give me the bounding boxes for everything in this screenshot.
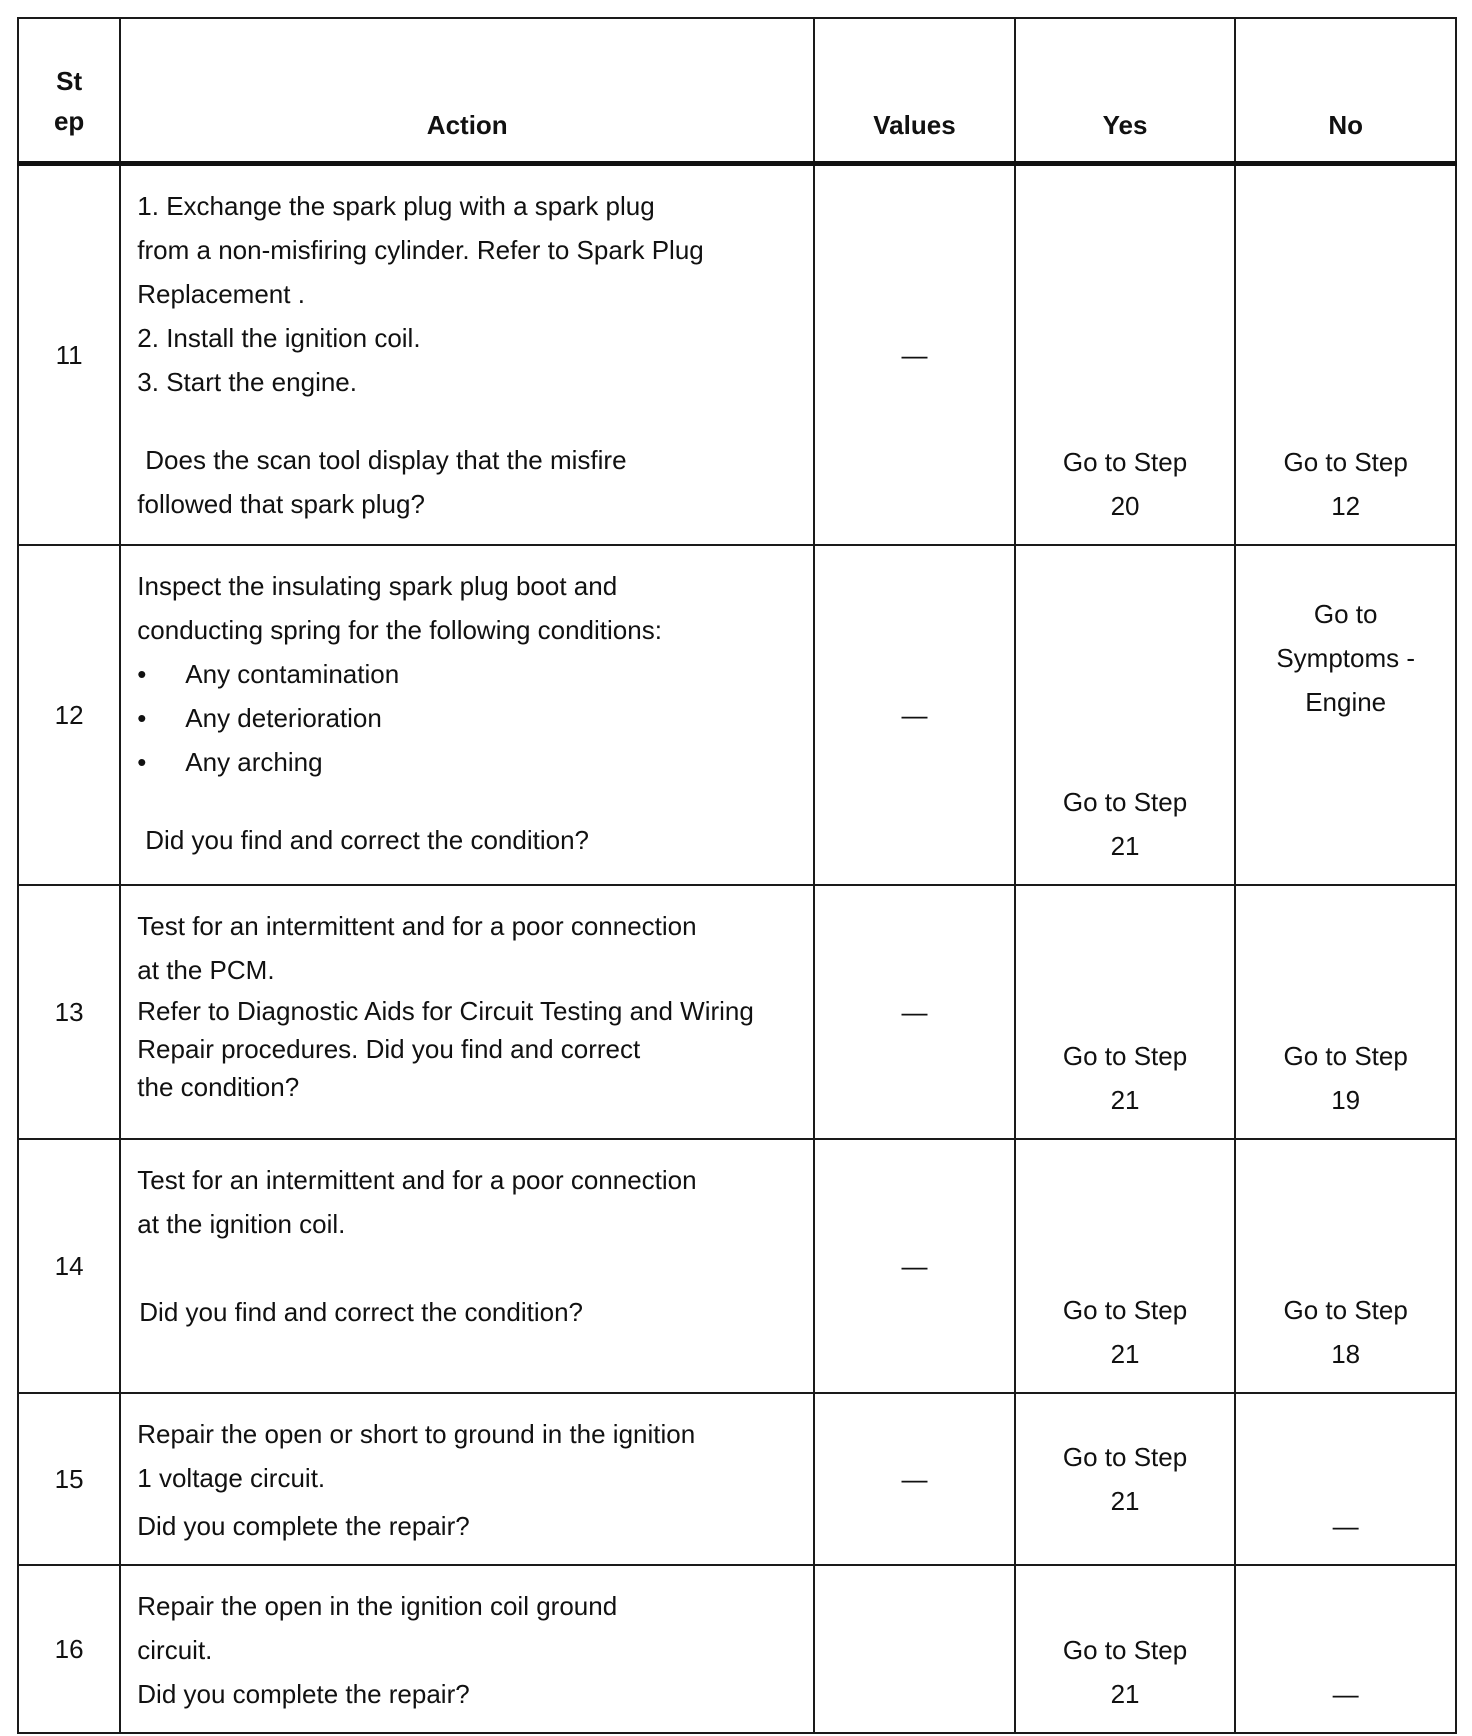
action-line: Repair the open in the ignition coil ground <box>137 1591 618 1621</box>
no-cell <box>1235 545 1456 885</box>
action-line: Test for an intermittent and for a poor connection <box>137 1165 697 1195</box>
yes-cell <box>1015 1565 1236 1733</box>
list-item-text: Any deterioration <box>185 703 382 733</box>
step-number: 12 <box>18 545 120 885</box>
yes-cell <box>1015 885 1236 1139</box>
action-cell <box>120 1393 814 1565</box>
no-engine: Engine <box>1305 687 1387 717</box>
bullet-icon: • <box>137 747 147 777</box>
table-row <box>18 1139 1456 1393</box>
values-cell: — <box>814 1139 1015 1393</box>
yes-goto: Go to Step <box>1062 1041 1188 1071</box>
values-cell: — <box>814 1393 1015 1565</box>
yes-goto: Go to Step <box>1062 1635 1188 1665</box>
no-goto: Go to Step <box>1283 447 1408 477</box>
action-cell <box>120 1565 814 1733</box>
action-line: 3. Start the engine. <box>137 366 357 397</box>
action-line: circuit. <box>137 1635 213 1665</box>
header-step <box>18 18 120 163</box>
yes-cell <box>1015 163 1236 545</box>
action-cell <box>120 1139 814 1393</box>
values-cell <box>814 1565 1015 1733</box>
condition-list <box>137 652 797 784</box>
step-number: 14 <box>18 1139 120 1393</box>
no-cell <box>1235 1139 1456 1393</box>
table-row <box>18 163 1456 545</box>
action-question: Does the scan tool display that the misfire <box>145 444 627 475</box>
yes-goto: Go to Step <box>1062 1442 1188 1472</box>
no-goto: Go to Step <box>1283 1295 1408 1325</box>
list-item <box>137 652 797 696</box>
action-line: the condition? <box>137 1072 300 1102</box>
table-row <box>18 1565 1456 1733</box>
action-line: from a non-misfiring cylinder. Refer to Spark Plug <box>137 234 704 265</box>
action-line: Repair procedures. Did you find and correct <box>137 1034 641 1064</box>
action-line: at the PCM. <box>137 955 275 985</box>
header-no: No <box>1235 18 1456 163</box>
yes-step: 20 <box>1110 491 1140 521</box>
yes-step: 21 <box>1110 1679 1140 1709</box>
no-cell <box>1235 1565 1456 1733</box>
header-step-line1: St <box>56 65 83 96</box>
action-cell <box>120 545 814 885</box>
no-goto: Go to Step <box>1283 1041 1408 1071</box>
no-step: 18 <box>1331 1339 1361 1369</box>
step-number: 15 <box>18 1393 120 1565</box>
values-cell: — <box>814 545 1015 885</box>
table-row <box>18 545 1456 885</box>
no-cell <box>1235 885 1456 1139</box>
action-line: Inspect the insulating spark plug boot and <box>137 571 618 601</box>
yes-step: 21 <box>1110 831 1140 861</box>
yes-cell <box>1015 1393 1236 1565</box>
action-line: Test for an intermittent and for a poor connection <box>137 911 697 941</box>
header-yes: Yes <box>1015 18 1236 163</box>
no-symptoms: Symptoms - <box>1276 643 1416 673</box>
yes-goto: Go to Step <box>1062 447 1188 477</box>
yes-cell <box>1015 1139 1236 1393</box>
action-line: 1 voltage circuit. <box>137 1463 326 1493</box>
action-cell <box>120 163 814 545</box>
header-values: Values <box>814 18 1015 163</box>
no-step: 12 <box>1331 491 1361 521</box>
action-cell <box>120 885 814 1139</box>
action-line: at the ignition coil. <box>137 1209 346 1239</box>
no-dash: — <box>1332 1679 1359 1709</box>
table-row <box>18 1393 1456 1565</box>
header-step-line2: ep <box>53 105 85 136</box>
list-item <box>137 740 797 784</box>
action-question: Did you complete the repair? <box>137 1511 470 1541</box>
action-question: Did you find and correct the condition? <box>145 825 589 855</box>
table-row <box>18 885 1456 1139</box>
action-line: 2. Install the ignition coil. <box>137 322 421 353</box>
action-line: Refer to Diagnostic Aids for Circuit Testing and Wiring <box>137 996 754 1026</box>
yes-step: 21 <box>1110 1085 1140 1115</box>
no-cell <box>1235 1393 1456 1565</box>
bullet-icon: • <box>137 659 147 689</box>
list-item <box>137 696 797 740</box>
no-goto: Go to <box>1313 599 1378 629</box>
step-number: 13 <box>18 885 120 1139</box>
values-cell: — <box>814 885 1015 1139</box>
action-line: 1. Exchange the spark plug with a spark plug <box>137 190 655 221</box>
diagnostic-table <box>17 17 1457 1734</box>
list-item-text: Any contamination <box>185 659 400 689</box>
no-cell <box>1235 163 1456 545</box>
bullet-icon: • <box>137 703 147 733</box>
header-action: Action <box>120 18 814 163</box>
action-question-cont: followed that spark plug? <box>137 488 425 519</box>
no-dash: — <box>1332 1511 1359 1541</box>
no-step: 19 <box>1331 1085 1361 1115</box>
action-line: Repair the open or short to ground in the ignition <box>137 1419 696 1449</box>
action-line: Replacement . <box>137 278 305 309</box>
action-question: Did you find and correct the condition? <box>139 1297 583 1327</box>
list-item-text: Any arching <box>185 747 323 777</box>
action-line: conducting spring for the following conditions: <box>137 615 662 645</box>
step-number: 11 <box>18 163 120 545</box>
yes-goto: Go to Step <box>1062 787 1188 817</box>
yes-step: 21 <box>1110 1339 1140 1369</box>
header-row <box>18 18 1456 163</box>
yes-step: 21 <box>1110 1486 1140 1516</box>
action-question: Did you complete the repair? <box>137 1679 470 1709</box>
step-number: 16 <box>18 1565 120 1733</box>
yes-cell <box>1015 545 1236 885</box>
yes-goto: Go to Step <box>1062 1295 1188 1325</box>
values-cell: — <box>814 163 1015 545</box>
